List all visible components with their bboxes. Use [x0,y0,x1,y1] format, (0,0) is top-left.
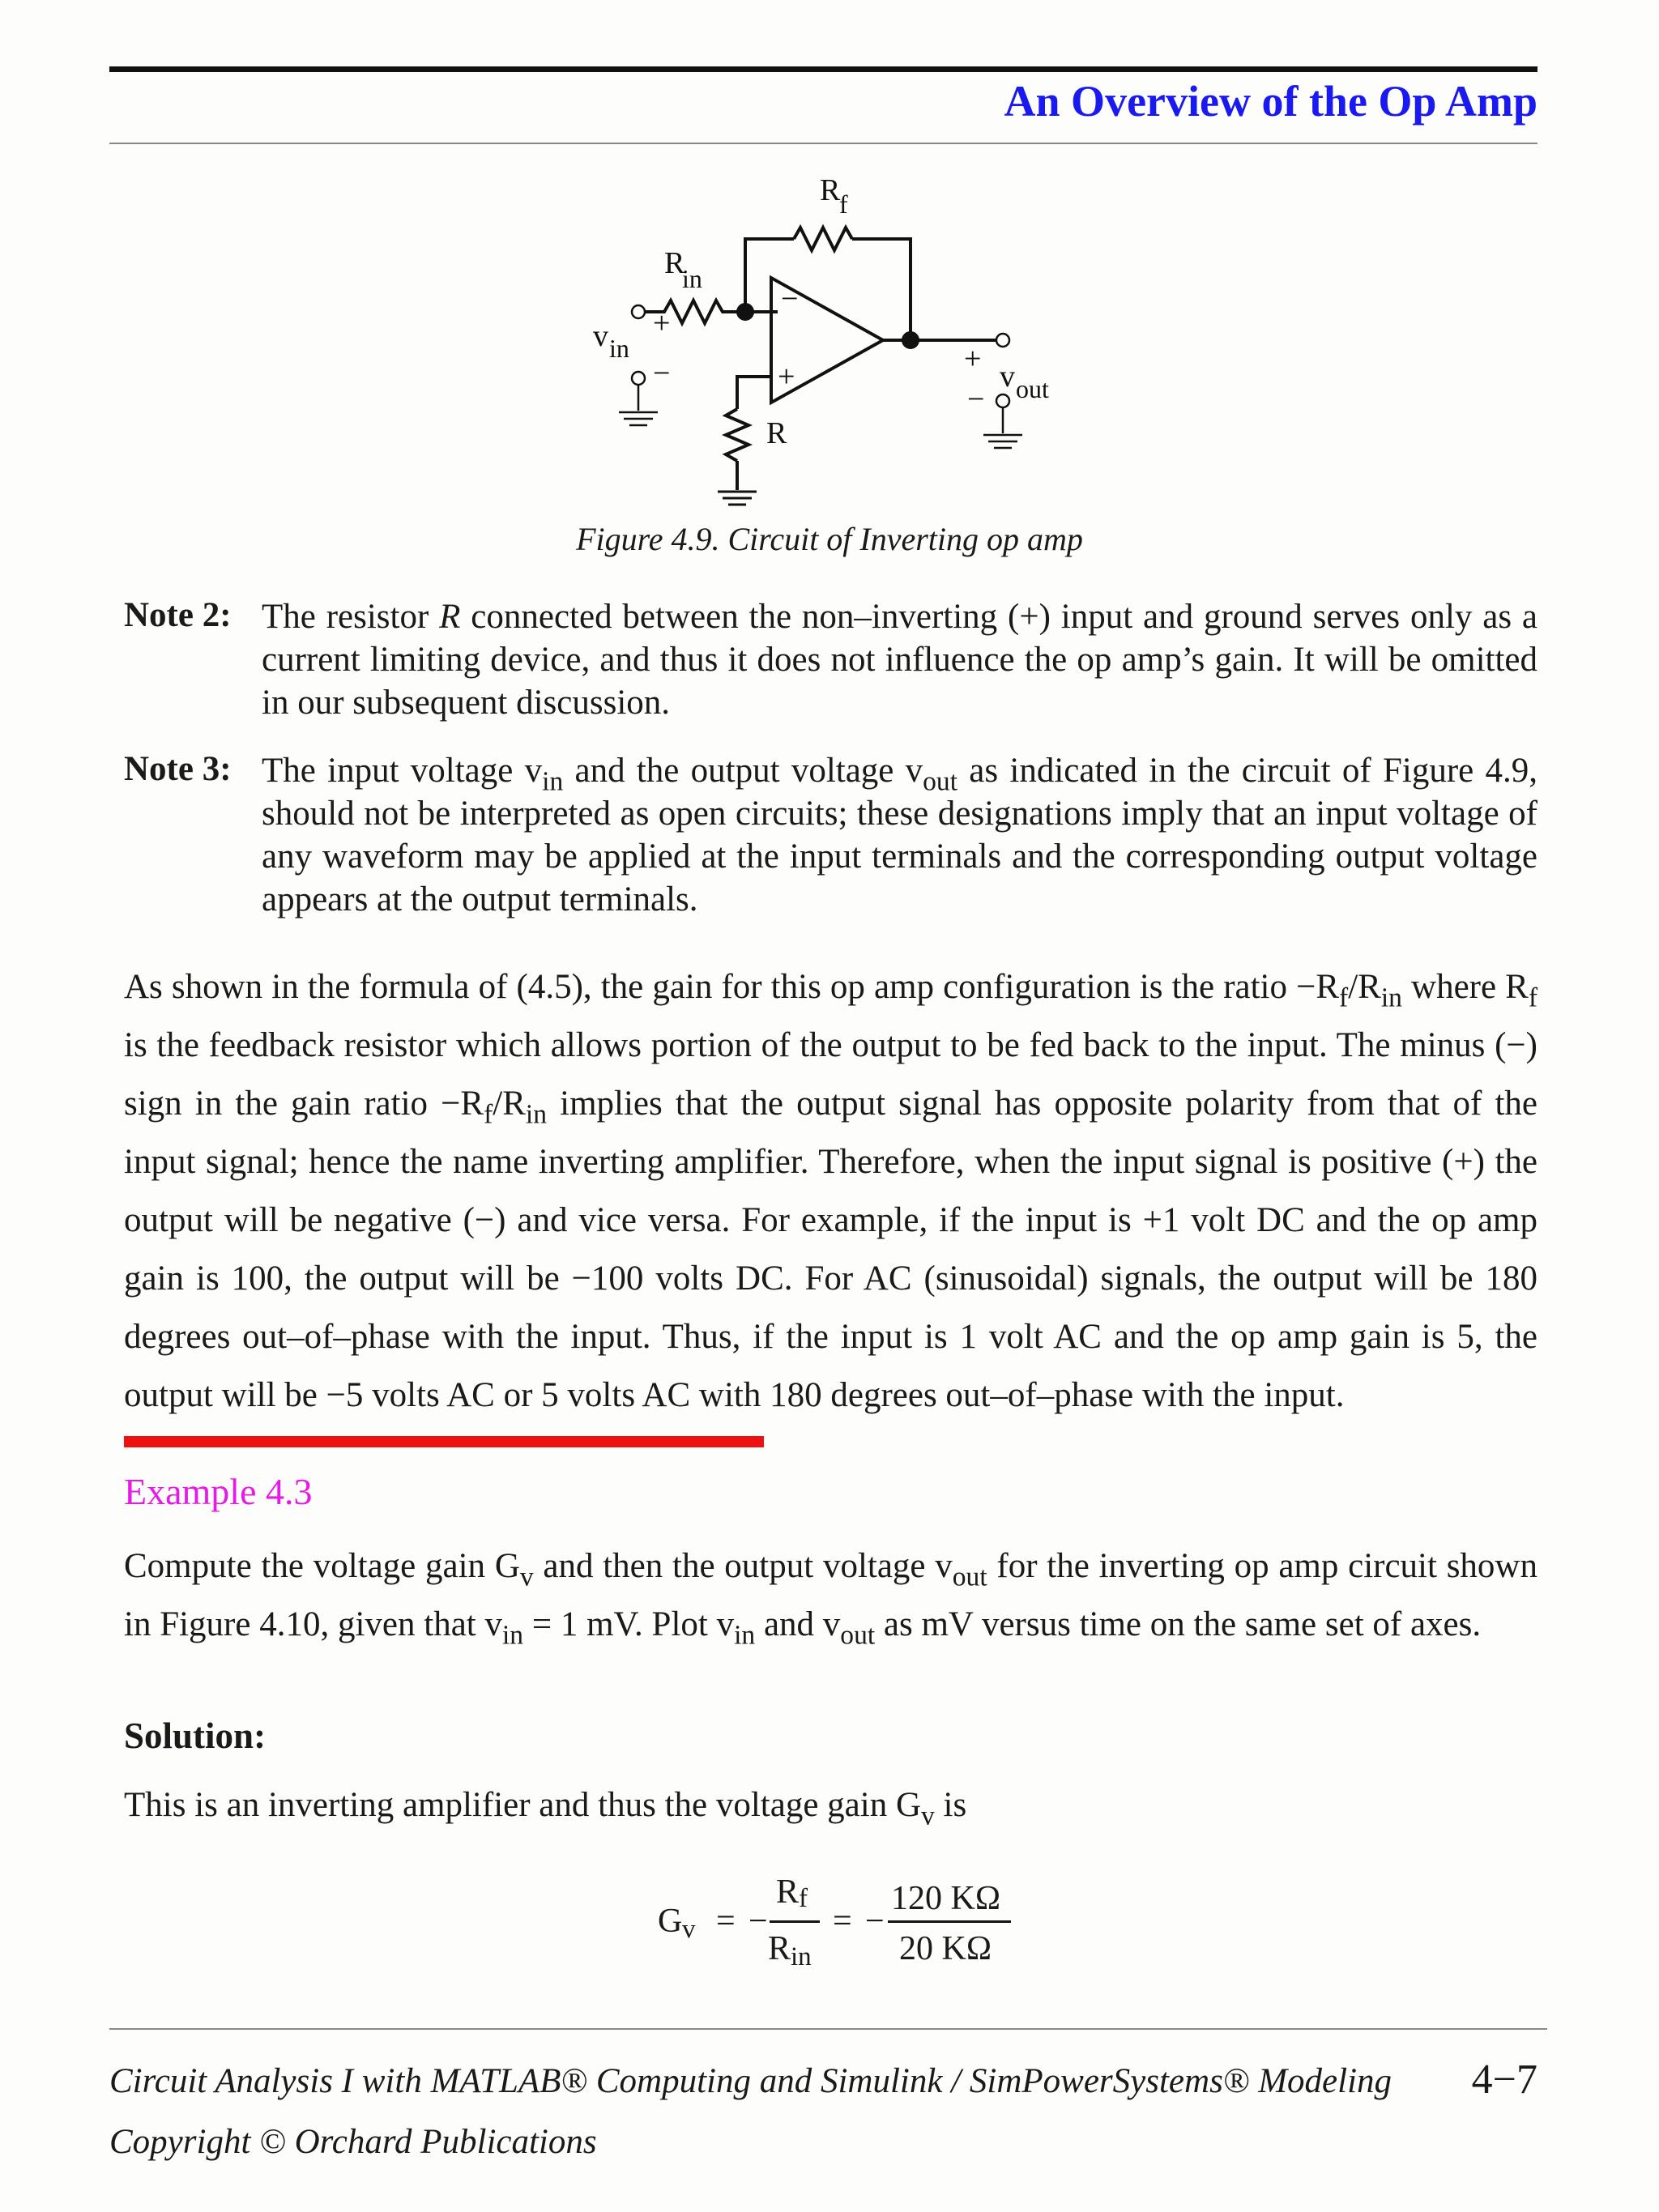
rf-resistor [794,228,852,250]
fraction-1-denominator-subscript: in [791,1942,812,1971]
vin-label: v [593,319,608,353]
noninverting-wire [737,377,771,409]
note-3-label: Note 3: [124,750,232,788]
equation-negative-1: − [748,1903,768,1940]
vout-subscript: out [1016,374,1049,403]
fraction-2-denominator: 20 KΩ [899,1930,992,1967]
page-header-title: An Overview of the Op Amp [1004,77,1537,126]
equation-lhs-subscript: v [682,1915,696,1944]
equation-equals-1: = [716,1903,736,1940]
vout-terminal-bottom [996,394,1009,407]
solution-title: Solution: [124,1715,267,1756]
feedback-wire-right [852,239,911,340]
rin-subscript: in [682,264,702,293]
rf-label: R [820,174,841,207]
header-top-rule [109,66,1537,72]
vout-label: v [1000,360,1015,394]
equation-lhs: G [658,1903,683,1940]
r-resistor [726,409,748,461]
fraction-2-bar [888,1920,1011,1923]
fraction-1-bar [770,1920,820,1923]
rin-label: R [664,246,685,280]
vin-terminal-bottom [632,372,645,385]
vout-plus: + [964,342,982,376]
rin-plus: + [653,306,671,340]
fraction-2-numerator: 120 KΩ [891,1880,1001,1917]
output-node [903,333,918,347]
note-2-r-symbol: R [439,598,461,636]
r-label: R [766,416,787,450]
fraction-1-numerator-subscript: f [799,1884,808,1913]
body-paragraph: As shown in the formula of (4.5), the gain for this op amp configuration is the ratio $-R_f/R_{in}$ where $R_f$ is the feedback resistor which allows portion of the output to be fed back to the input. The minus (−) sign in the gain ratio $-R_f/R_{in}$ implies that the output signal has opposite polarity from that of the input signal; hence the name inverting amplifier. Therefore, when the input signal is positive (+) the output will be negative (−) and vice versa. For example, if the input is +1 volt DC and the op amp gain is 100, the output will be −100 volts DC. For AC (sinusoidal) signals, the output will be 180 degrees out–of–phase with the input. Thus, if the input is 1 volt AC and the op amp gain is 5, the output will be −5 volts AC or 5 volts AC with 180 degrees out–of–phase with the input. [124,968,1538,1414]
footer-copyright: Copyright © Orchard Publications [109,2123,597,2161]
footer-rule [109,2028,1547,2030]
opamp-minus-sign: − [781,282,799,316]
note-3-text: The input voltage $v_{in}$ and the output voltage $v_{out}$ as indicated in the circuit of Figure 4.9, should not be interpreted as open circuits; these designations imply that an input voltage of any waveform may be applied at the input terminals and the corresponding output voltage appears at the output terminals. [262,752,1537,918]
vin-terminal-top [632,305,645,318]
example-divider-bar [124,1436,764,1447]
fraction-1-numerator: R [776,1873,800,1911]
header-bottom-rule [109,143,1537,144]
equation-negative-2: − [865,1903,885,1940]
figure-caption: Figure 4.9. Circuit of Inverting op amp [576,521,1083,557]
example-text: Compute the voltage gain $G_v$ and then the output voltage $v_{out}$ for the inverting op amp circuit shown in Figure 4.10, given that $v_{in} = 1$ mV. Plot $v_{in}$ and $v_{out}$ as mV versus time on the same set of axes. [124,1547,1537,1651]
vout-minus: − [967,382,985,416]
vin-minus: − [653,356,671,390]
vin-subscript: in [609,334,629,363]
note-2-text: The resistor R connected between the non–inverting (+) input and ground serves only as a current limiting device, and thus it does not influence the op amp’s gain. It will be omitted in our subsequent discussion. [262,598,1538,722]
opamp-plus-sign: + [778,360,795,394]
footer-book-title: Circuit Analysis I with MATLAB® Computing and Simulink / SimPowerSystems® Modeling [109,2062,1392,2100]
example-title: Example 4.3 [124,1471,313,1512]
rf-subscript: f [839,190,848,219]
equation-equals-2: = [833,1903,852,1940]
fraction-1-denominator: R [768,1930,791,1967]
vout-terminal-top [996,334,1009,347]
solution-text: This is an inverting amplifier and thus the voltage gain $G_v$ is [124,1786,967,1831]
note-2-label: Note 2: [124,596,232,634]
page-number: 4−7 [1471,2056,1537,2103]
inverting-op-amp-circuit [583,174,1085,514]
